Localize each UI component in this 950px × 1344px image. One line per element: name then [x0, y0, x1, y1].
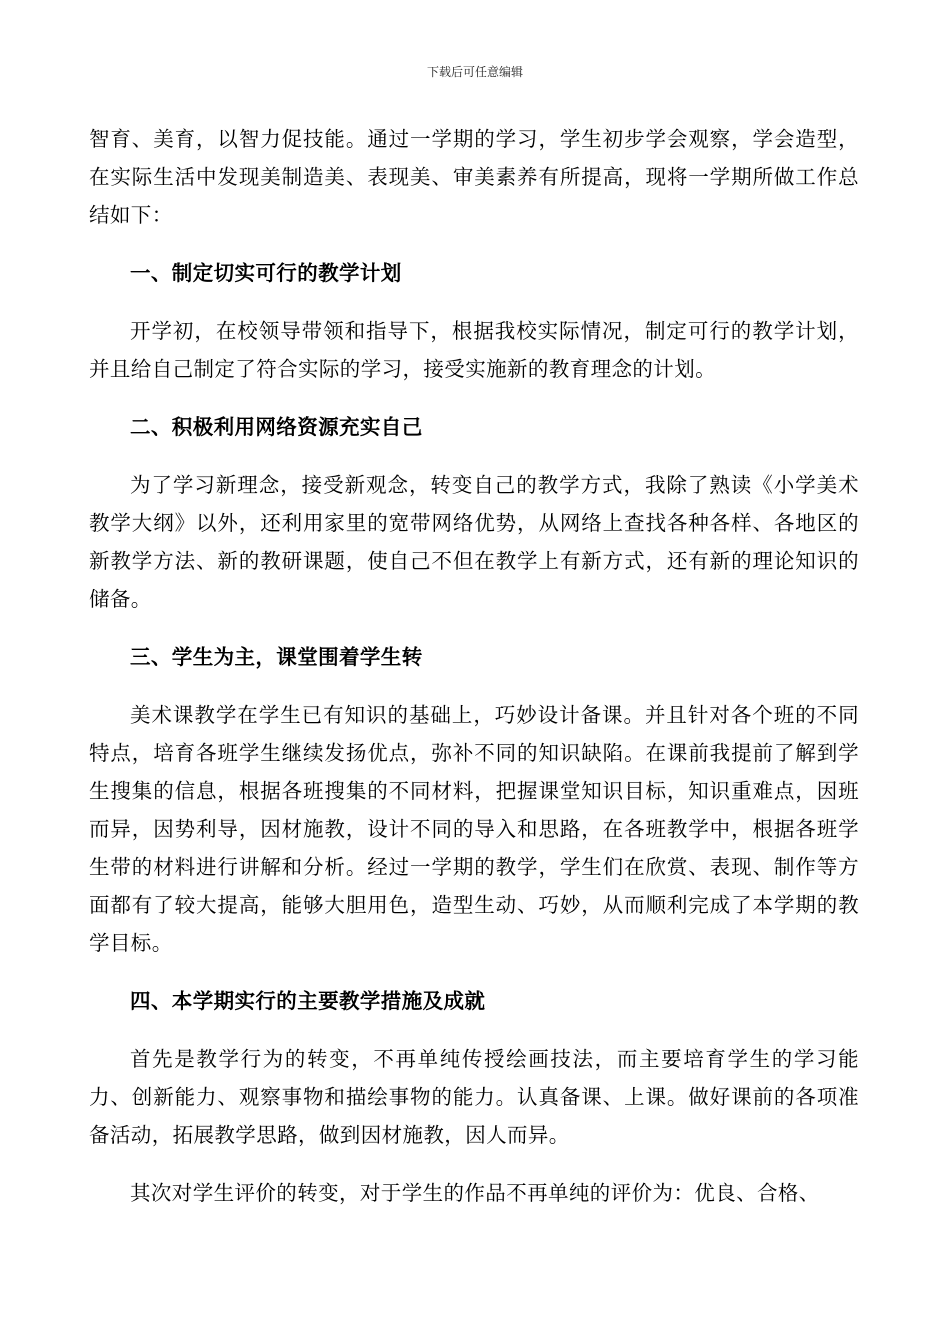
section-heading-2: 二、积极利用网络资源充实自己 [130, 415, 423, 439]
section-2-paragraph: 为了学习新理念，接受新观念，转变自己的教学方式，我除了熟读《小学美术教学大纲》以外，还利用家里的宽带网络优势，从网络上查找各种各样、各地区的新教学方法、新的教研课题，使自己不但在教学上有新方式，还有新的理论知识的储备。 [89, 473, 859, 611]
section-4-paragraph-2: 其次对学生评价的转变，对于学生的作品不再单纯的评价为：优良、合格、 [130, 1181, 820, 1205]
section-heading-1: 一、制定切实可行的教学计划 [130, 261, 402, 285]
section-heading-3: 三、学生为主，课堂围着学生转 [130, 645, 423, 669]
document-body [89, 120, 859, 1212]
section-3-paragraph: 美术课教学在学生已有知识的基础上，巧妙设计备课。并且针对各个班的不同特点，培育各班学生继续发扬优点，弥补不同的知识缺陷。在课前我提前了解到学生搜集的信息，根据各班搜集的不同材料，把握课堂知识目标，知识重难点，因班而异，因势利导，因材施教，设计不同的导入和思路，在各班教学中，根据各班学生带的材料进行讲解和分析。经过一学期的教学，学生们在欣赏、表现、制作等方面都有了较大提高，能够大胆用色，造型生动、巧妙，从而顺利完成了本学期的教学目标。 [89, 703, 859, 955]
section-1-paragraph: 开学初，在校领导带领和指导下，根据我校实际情况，制定可行的教学计划，并且给自己制定了符合实际的学习，接受实施新的教育理念的计划。 [89, 319, 859, 381]
page-header-note: 下载后可任意编辑 [426, 65, 523, 79]
section-heading-4: 四、本学期实行的主要教学措施及成就 [130, 989, 486, 1013]
section-4-paragraph: 首先是教学行为的转变，不再单纯传授绘画技法，而主要培育学生的学习能力、创新能力、观察事物和描绘事物的能力。认真备课、上课。做好课前的各项准备活动，拓展教学思路，做到因材施教，因人而异。 [89, 1047, 859, 1147]
intro-paragraph: 智育、美育，以智力促技能。通过一学期的学习，学生初步学会观察，学会造型，在实际生活中发现美制造美、表现美、审美素养有所提高，现将一学期所做工作总结如下： [89, 127, 859, 227]
